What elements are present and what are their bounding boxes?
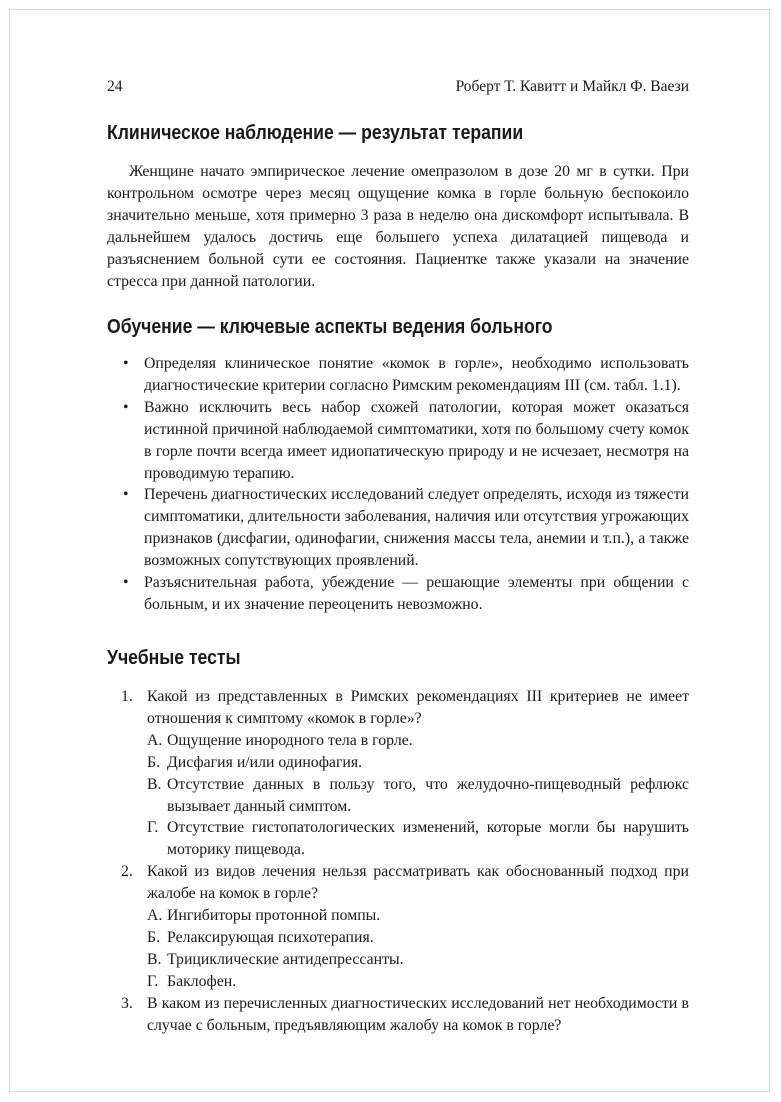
answer-option: Б. Релаксирующая психотерапия. [147,928,374,946]
question-text: Какой из представленных в Римских рекомендациях III критериев не имеет отношения к симптому «комок в горле»? [147,688,689,727]
question-text: Какой из видов лечения нельзя рассматривать как обоснованный подход при жалобе на комок в горле? [147,863,689,903]
list-item: • Важно исключить весь набор схожей патологии, которая может оказаться истинной причиной наблюдаемой симптоматики, хотя по большому счету комок в горле почти всегда имеет идиопатическую природу и не исчезает, несмотря на проводимую терапию. [120,397,689,485]
running-header-authors: Роберт Т. Кавитт и Майкл Ф. Ваези [455,78,689,95]
answer-option: Б. Дисфагия и/или одинофагия. [147,753,363,771]
test-question-3 [107,993,689,1037]
section-heading-clinical-observation: Клиническое наблюдение — результат терапии [107,122,524,144]
key-aspects-list [120,353,689,616]
answer-option: В. Трициклические антидепрессанты. [147,950,404,968]
list-item: • Перечень диагностических исследований следует определять, исходя из тяжести симптоматики, длительности заболевания, наличия или отсутствия угрожающих признаков (дисфагии, одинофагии, снижения массы тела, анемии и т.п.), а также возможных сопутствующих проявлений. [120,484,689,572]
running-header [107,77,689,97]
clinical-observation-paragraph: Женщине начато эмпирическое лечение омепразолом в дозе 20 мг в сутки. При контрольном осмотре через месяц ощущение комка в горле больную беспокоило значительно меньше, хотя примерно 3 раза в неделю она дискомфорт испытывала. В дальнейшем удалось достичь еще большего успеха дилатацией пищевода и разъяснением больной сути ее состояния. Пациентке также указали на значение стресса при данной патологии. [107,163,689,290]
test-questions-list [107,686,689,1037]
question-number: 2. [121,863,133,881]
question-number: 3. [121,994,133,1012]
list-item: • Разъяснительная работа, убеждение — решающие элементы при общении с больным, и их значение переоценить невозможно. [120,572,689,616]
answer-option: Г. Баклофен. [147,972,237,990]
answer-option: В. Отсутствие данных в пользу того, что желудочно-пищеводный рефлюкс вызывает данный симптом. [147,775,689,815]
answer-option: А. Ингибиторы протонной помпы. [147,907,381,925]
section-heading-tests: Учебные тесты [107,647,241,669]
question-text: В каком из перечисленных диагностических исследований нет необходимости в случае с больным, предъявляющим жалобу на комок в горле? [147,994,689,1034]
page-number: 24 [107,78,123,95]
test-question-1 [107,686,689,861]
section-heading-key-aspects: Обучение — ключевые аспекты ведения больного [107,316,553,338]
answer-option: Г. Отсутствие гистопатологических изменений, которые могли бы нарушить моторику пищевода. [147,819,689,859]
list-item: • Определяя клиническое понятие «комок в горле», необходимо использовать диагностические критерии согласно Римским рекомендациям III (см. табл. 1.1). [120,353,689,397]
test-question-2 [107,861,689,992]
answer-option: А. Ощущение инородного тела в горле. [147,731,413,749]
question-number: 1. [121,688,133,705]
